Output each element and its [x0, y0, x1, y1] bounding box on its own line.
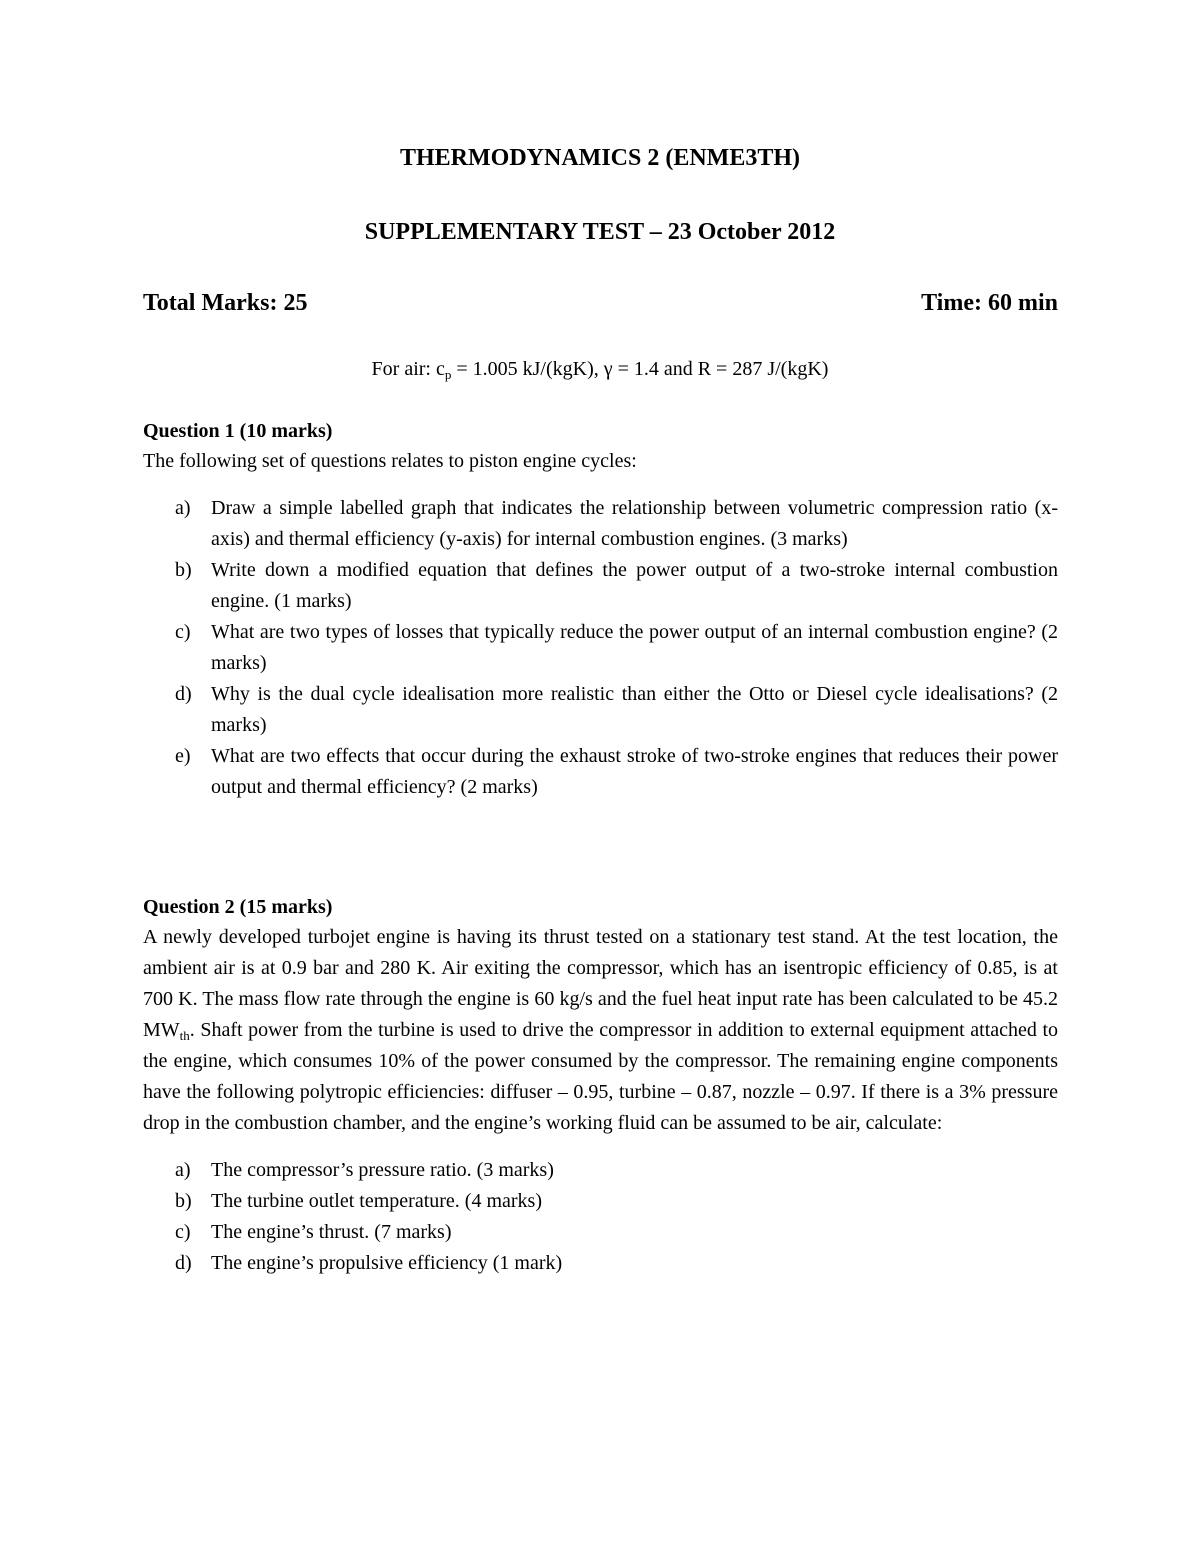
item-text: Draw a simple labelled graph that indicates the relationship between volumetric compression ratio (x-axis) and thermal efficiency (y-axis) for internal combustion engines. (3 marks) — [211, 497, 1058, 550]
question-2-intro-part1: A newly developed turbojet engine is having its thrust tested on a stationary test stand. At the test location, the ambient air is at 0.9 bar and 280 K. Air exiting the compressor, which has an isentropic efficiency of 0.85, is at 700 K. The mass flow rate through the engine is 60 kg/s and the fuel heat input rate has been calculated to be 45.2 MW — [143, 926, 1058, 1041]
item-text: The compressor’s pressure ratio. (3 marks) — [211, 1159, 554, 1181]
question-2 — [143, 892, 1058, 1279]
item-text: What are two types of losses that typically reduce the power output of an internal combustion engine? (2 marks) — [211, 621, 1058, 674]
item-marker: b) — [175, 559, 192, 581]
mw-subscript: th — [179, 1028, 190, 1043]
item-text: Write down a modified equation that defines the power output of a two-stroke internal combustion engine. (1 marks) — [211, 559, 1058, 612]
air-constants — [0, 354, 1200, 384]
constants-prefix: For air: c — [371, 358, 445, 380]
item-text: Why is the dual cycle idealisation more realistic than either the Otto or Diesel cycle idealisations? (2 marks) — [211, 683, 1058, 736]
question-2-parts — [143, 1155, 1058, 1279]
list-item — [143, 679, 1058, 741]
item-marker: a) — [175, 1159, 191, 1181]
item-marker: b) — [175, 1190, 192, 1212]
question-1-parts — [143, 493, 1058, 803]
list-item — [143, 617, 1058, 679]
item-marker: a) — [175, 497, 191, 519]
list-item — [143, 493, 1058, 555]
question-2-intro-part2: . Shaft power from the turbine is used to drive the compressor in addition to external equipment attached to the engine, which consumes 10% of the power consumed by the compressor. The remaining engine components have the following polytropic efficiencies: diffuser – 0.95, turbine – 0.87, nozzle – 0.97. If there is a 3% pressure drop in the combustion chamber, and the engine’s working fluid can be assumed to be air, calculate: — [143, 1019, 1058, 1134]
list-item — [143, 555, 1058, 617]
list-item — [143, 1248, 1058, 1279]
course-title: THERMODYNAMICS 2 (ENME3TH) — [400, 145, 800, 171]
item-text: The turbine outlet temperature. (4 marks) — [211, 1190, 542, 1212]
item-marker: c) — [175, 621, 191, 643]
question-1 — [143, 416, 1058, 803]
question-1-heading: Question 1 (10 marks) — [143, 420, 333, 442]
item-text: The engine’s thrust. (7 marks) — [211, 1221, 452, 1243]
total-marks: Total Marks: 25 — [143, 290, 308, 316]
item-text: The engine’s propulsive efficiency (1 mark) — [211, 1252, 563, 1274]
time-allowed: Time: 60 min — [921, 290, 1058, 316]
list-item — [143, 1217, 1058, 1248]
list-item — [143, 1155, 1058, 1186]
question-1-intro: The following set of questions relates to piston engine cycles: — [143, 450, 637, 472]
item-marker: e) — [175, 745, 191, 767]
item-marker: d) — [175, 1252, 192, 1274]
constants-rest: = 1.005 kJ/(kgK), γ = 1.4 and R = 287 J/(kgK) — [451, 358, 829, 380]
question-2-intro — [143, 922, 1058, 1139]
test-title: SUPPLEMENTARY TEST – 23 October 2012 — [364, 219, 836, 245]
item-marker: c) — [175, 1221, 191, 1243]
list-item — [143, 741, 1058, 803]
list-item — [143, 1186, 1058, 1217]
item-marker: d) — [175, 683, 192, 705]
cp-subscript: p — [444, 367, 452, 382]
item-text: What are two effects that occur during the exhaust stroke of two-stroke engines that reduces their power output and thermal efficiency? (2 marks) — [211, 745, 1058, 798]
question-2-heading: Question 2 (15 marks) — [143, 896, 333, 918]
